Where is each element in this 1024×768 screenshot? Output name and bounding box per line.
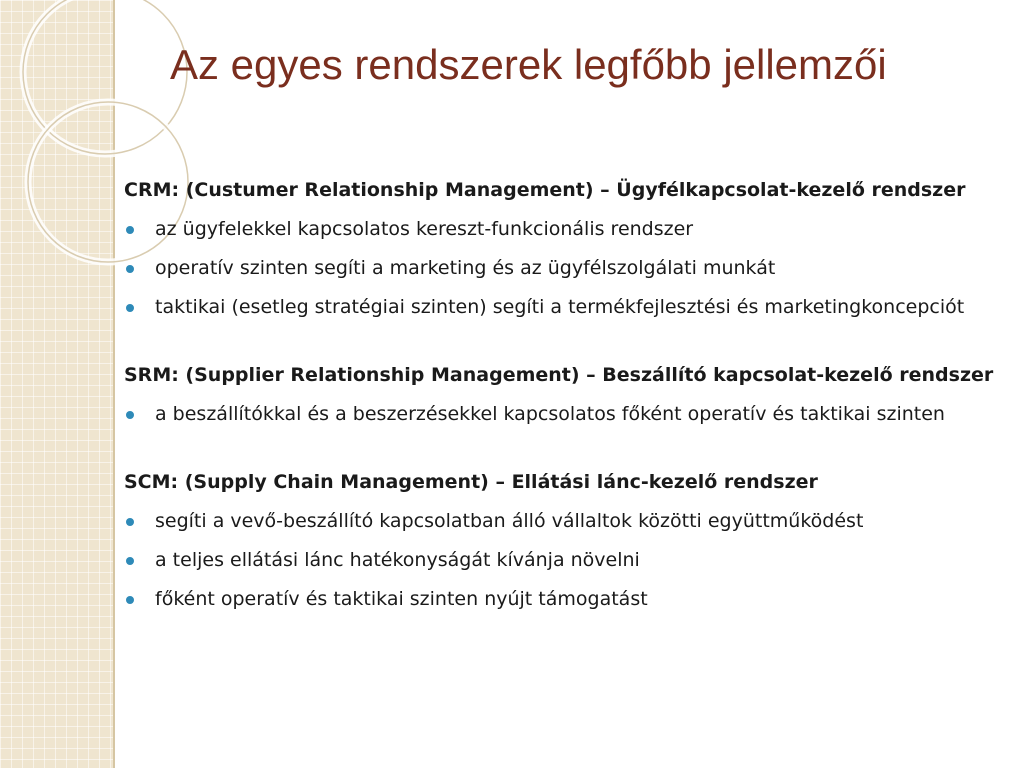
section-heading-scm: SCM: (Supply Chain Management) – Ellátási lánc-kezelő rendszer — [124, 471, 818, 493]
list-item-text: operatív szinten segíti a marketing és az ügyfélszolgálati munkát — [155, 257, 776, 279]
bullet-icon — [126, 226, 134, 234]
section-spacer — [124, 429, 1004, 467]
slide-body — [124, 175, 1004, 614]
list-item — [124, 545, 1004, 575]
list-item-text: a beszállítókkal és a beszerzésekkel kapcsolatos főként operatív és taktikai szinten — [155, 403, 945, 425]
bullet-icon — [126, 596, 134, 604]
slide-title: Az egyes rendszerek legfőbb jellemzői — [170, 41, 887, 88]
list-item-text: taktikai (esetleg stratégiai szinten) segíti a termékfejlesztési és marketingkoncepciót — [155, 296, 965, 318]
list-item — [124, 214, 1004, 244]
section-heading-srm: SRM: (Supplier Relationship Management) – Beszállító kapcsolat-kezelő rendszer — [124, 364, 994, 386]
bullet-icon — [126, 557, 134, 565]
section-spacer — [124, 322, 1004, 360]
bullet-icon — [126, 265, 134, 273]
bullet-icon — [126, 411, 134, 419]
bullet-icon — [126, 304, 134, 312]
list-item-text: segíti a vevő-beszállító kapcsolatban álló vállaltok közötti együttműködést — [155, 510, 864, 532]
list-item — [124, 292, 1004, 322]
list-item — [124, 506, 1004, 536]
list-item — [124, 253, 1004, 283]
list-item-text: főként operatív és taktikai szinten nyújt támogatást — [155, 588, 648, 610]
list-item — [124, 584, 1004, 614]
list-item-text: a teljes ellátási lánc hatékonyságát kívánja növelni — [155, 549, 640, 571]
list-item-text: az ügyfelekkel kapcsolatos kereszt-funkcionális rendszer — [155, 218, 694, 240]
list-item — [124, 399, 1004, 429]
bullet-icon — [126, 518, 134, 526]
section-heading-crm: CRM: (Custumer Relationship Management) – Ügyfélkapcsolat-kezelő rendszer — [124, 179, 966, 201]
